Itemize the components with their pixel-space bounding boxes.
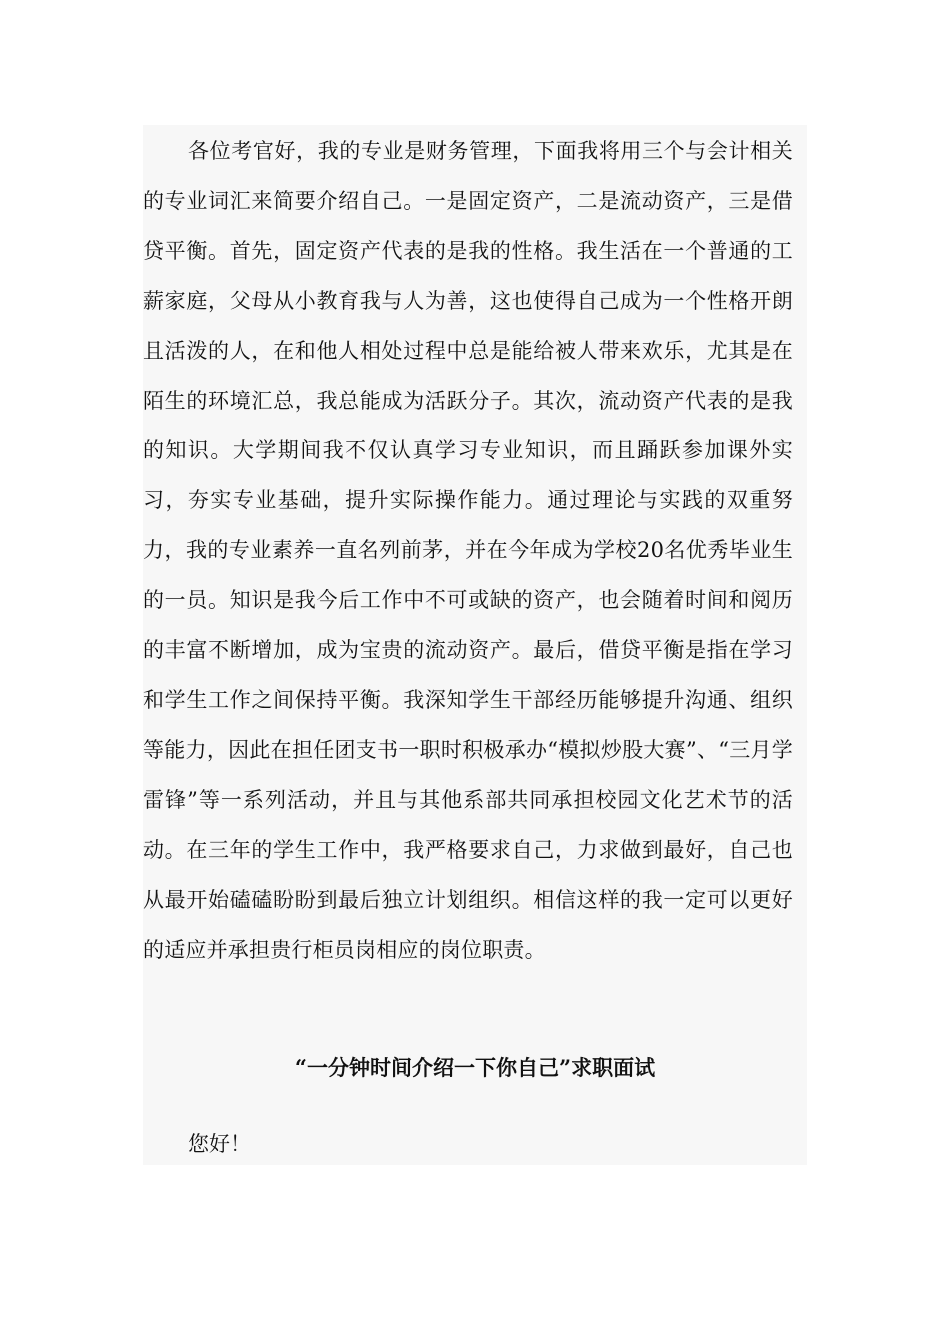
greeting-text: 您好！ <box>188 1132 251 1156</box>
body-paragraph: 各位考官好，我的专业是财务管理，下面我将用三个与会计相关的专业词汇来简要介绍自己。一是固定资产，二是流动资产，三是借贷平衡。首先，固定资产代表的是我的性格。我生活在一个普通的工薪家庭，父母从小教育我与人为善，这也使得自己成为一个性格开朗且活泼的人，在和他人相处过程中总是能给被人带来欢乐，尤其是在陌生的环境汇总，我总能成为活跃分子。其次，流动资产代表的是我的知识。大学期间我不仅认真学习专业知识，而且踊跃参加课外实习，夯实专业基础，提升实际操作能力。通过理论与实践的双重努力，我的专业素养一直名列前茅，并在今年成为学校20名优秀毕业生的一员。知识是我今后工作中不可或缺的资产，也会随着时间和阅历的丰富不断增加，成为宝贵的流动资产。最后，借贷平衡是指在学习和学生工作之间保持平衡。我深知学生干部经历能够提升沟通、组织等能力，因此在担任团支书一职时积极承办“模拟炒股大赛”、“三月学雷锋”等一系列活动，并且与其他系部共同承担校园文化艺术节的活动。在三年的学生工作中，我严格要求自己，力求做到最好，自己也从最开始磕磕盼盼到最后独立计划组织。相信这样的我一定可以更好的适应并承担贵行柜员岗相应的岗位职责。 <box>143 139 793 962</box>
text-block <box>143 125 807 1165</box>
section-heading: “一分钟时间介绍一下你自己”求职面试 <box>294 1055 656 1080</box>
